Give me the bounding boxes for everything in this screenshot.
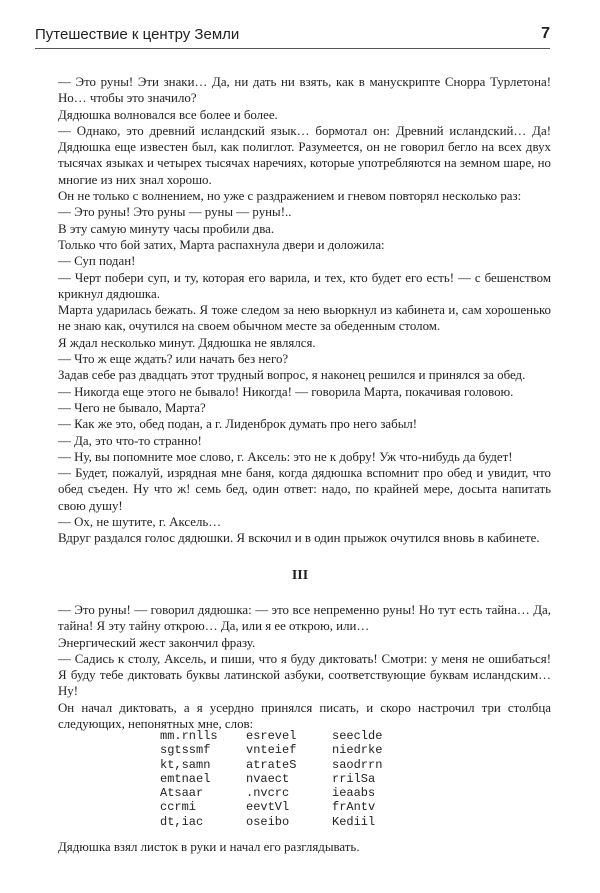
paragraph: В эту самую минуту часы пробили два. bbox=[58, 221, 275, 236]
paragraph: — Однако, это древний исландский язык… бормотал он: Древний исландский… Да! Дядюшка еще известен был, как полиглот. Разумеется, он не говорил бегло на всех двух тысячах языках и четырех тысячах наречиях, которые употребляются на земном шаре, но многие из них знал хорошо. bbox=[58, 123, 551, 187]
cipher-cell: .nvcrc bbox=[246, 786, 290, 801]
running-title: Путешествие к центру Земли bbox=[35, 26, 240, 43]
paragraph: Дядюшка волновался все более и более. bbox=[58, 107, 278, 122]
paragraph: — Ох, не шутите, г. Аксель… bbox=[58, 515, 222, 530]
paragraph: — Никогда еще этого не бывало! Никогда! — говорила Марта, покачивая головою. bbox=[58, 384, 514, 399]
paragraph: Он начал диктовать, а я усердно принялся писать, и скоро настрочил три столбца следующих, непонятных мне, слов: bbox=[58, 700, 551, 732]
cipher-table bbox=[160, 729, 418, 829]
cipher-cell: ieaabs bbox=[332, 786, 376, 801]
cipher-cell: dt,iac bbox=[160, 814, 204, 829]
cipher-cell: ccrmi bbox=[160, 800, 197, 815]
paragraph: Дядюшка взял листок в руки и начал его разглядывать. bbox=[58, 840, 360, 854]
cipher-cell: Kediil bbox=[332, 814, 376, 829]
cipher-cell: vnteief bbox=[246, 743, 297, 758]
text-block-1 bbox=[58, 74, 551, 547]
cipher-row bbox=[160, 772, 418, 786]
cipher-row bbox=[160, 758, 418, 772]
cipher-cell: oseibo bbox=[246, 814, 290, 829]
cipher-cell: kt,samn bbox=[160, 757, 211, 772]
cipher-row bbox=[160, 800, 418, 814]
cipher-row bbox=[160, 786, 418, 800]
paragraph: — Это руны! — говорил дядюшка: — это все непременно руны! Но тут есть тайна… Да, тайна! Я эту тайну открою… Да, или я ее открою, или… bbox=[58, 603, 551, 634]
cipher-row bbox=[160, 729, 418, 743]
cipher-cell: emtnael bbox=[160, 771, 211, 786]
paragraph: Вдруг раздался голос дядюшки. Я вскочил и в один прыжок очутился вновь в кабинете. bbox=[58, 531, 540, 546]
paragraph: Он не только с волнением, но уже с раздражением и гневом повторял несколько раз: bbox=[58, 189, 522, 204]
cipher-cell: eevtVl bbox=[246, 800, 290, 815]
cipher-cell: atrateS bbox=[246, 757, 297, 772]
paragraph: — Как же это, обед подан, а г. Лиденброк думать про него забыл! bbox=[58, 417, 418, 432]
paragraph: — Чего не бывало, Марта? bbox=[58, 400, 206, 415]
paragraph: — Это руны! Эти знаки… Да, ни дать ни взять, как в манускрипте Снорра Турлетона! Но… чтобы это значило? bbox=[58, 75, 551, 106]
chapter-heading: III bbox=[291, 568, 309, 583]
cipher-cell: Atsaar bbox=[160, 786, 204, 801]
paragraph: — Будет, пожалуй, изрядная мне баня, когда дядюшка вспомнит про обед и увидит, что обед съеден. Ну что ж! семь бед, один ответ: надо, по крайней мере, досыта напитать свою душу! bbox=[58, 466, 551, 513]
cipher-cell: mm.rnlls bbox=[160, 729, 218, 743]
page-number: 7 bbox=[541, 25, 550, 42]
paragraph: — Суп подан! bbox=[58, 254, 136, 269]
cipher-cell: seeclde bbox=[332, 729, 383, 743]
paragraph: Только что бой затих, Марта распахнула двери и доложила: bbox=[58, 237, 385, 252]
paragraph: Энергический жест закончил фразу. bbox=[58, 635, 256, 650]
paragraph: — Да, это что-то странно! bbox=[58, 433, 202, 448]
cipher-cell: nvaect bbox=[246, 771, 290, 786]
paragraph: — Ну, вы попомните мое слово, г. Аксель: это не к добру! Уж что-нибудь да будет! bbox=[58, 449, 513, 464]
cipher-cell: esrevel bbox=[246, 729, 297, 743]
paragraph: — Черт побери суп, и ту, которая его варила, и тех, кто будет его есть! — с бешенством крикнул дядюшка. bbox=[58, 270, 551, 301]
closing-paragraph bbox=[58, 839, 551, 855]
paragraph: — Это руны! Это руны — руны — руны!.. bbox=[58, 205, 292, 220]
cipher-cell: saodrrn bbox=[332, 757, 383, 772]
cipher-cell: frAntv bbox=[332, 800, 376, 815]
text-block-2 bbox=[58, 602, 551, 732]
cipher-cell: sgtssmf bbox=[160, 743, 211, 758]
cipher-cell: niedrke bbox=[332, 743, 383, 758]
cipher-row bbox=[160, 743, 418, 757]
cipher-cell: rrilSa bbox=[332, 771, 376, 786]
running-head bbox=[35, 22, 550, 49]
paragraph: Марта ударилась бежать. Я тоже следом за нею вьюркнул из кабинета и, сам хорошенько не знаю как, очутился на своем обычном месте за обеденным столом. bbox=[58, 303, 551, 334]
paragraph: — Садись к столу, Аксель, и пиши, что я буду диктовать! Смотри: у меня не ошибаться! Я буду тебе диктовать буквы латинской азбуки, соответствующие буквам исландским… Ну! bbox=[58, 651, 551, 699]
paragraph: — Что ж еще ждать? или начать без него? bbox=[58, 352, 289, 367]
cipher-row bbox=[160, 815, 418, 829]
paragraph: Задав себе раз двадцать этот трудный вопрос, я наконец решился и принялся за обед. bbox=[58, 368, 526, 383]
paragraph: Я ждал несколько минут. Дядюшка не являлся. bbox=[58, 335, 316, 350]
